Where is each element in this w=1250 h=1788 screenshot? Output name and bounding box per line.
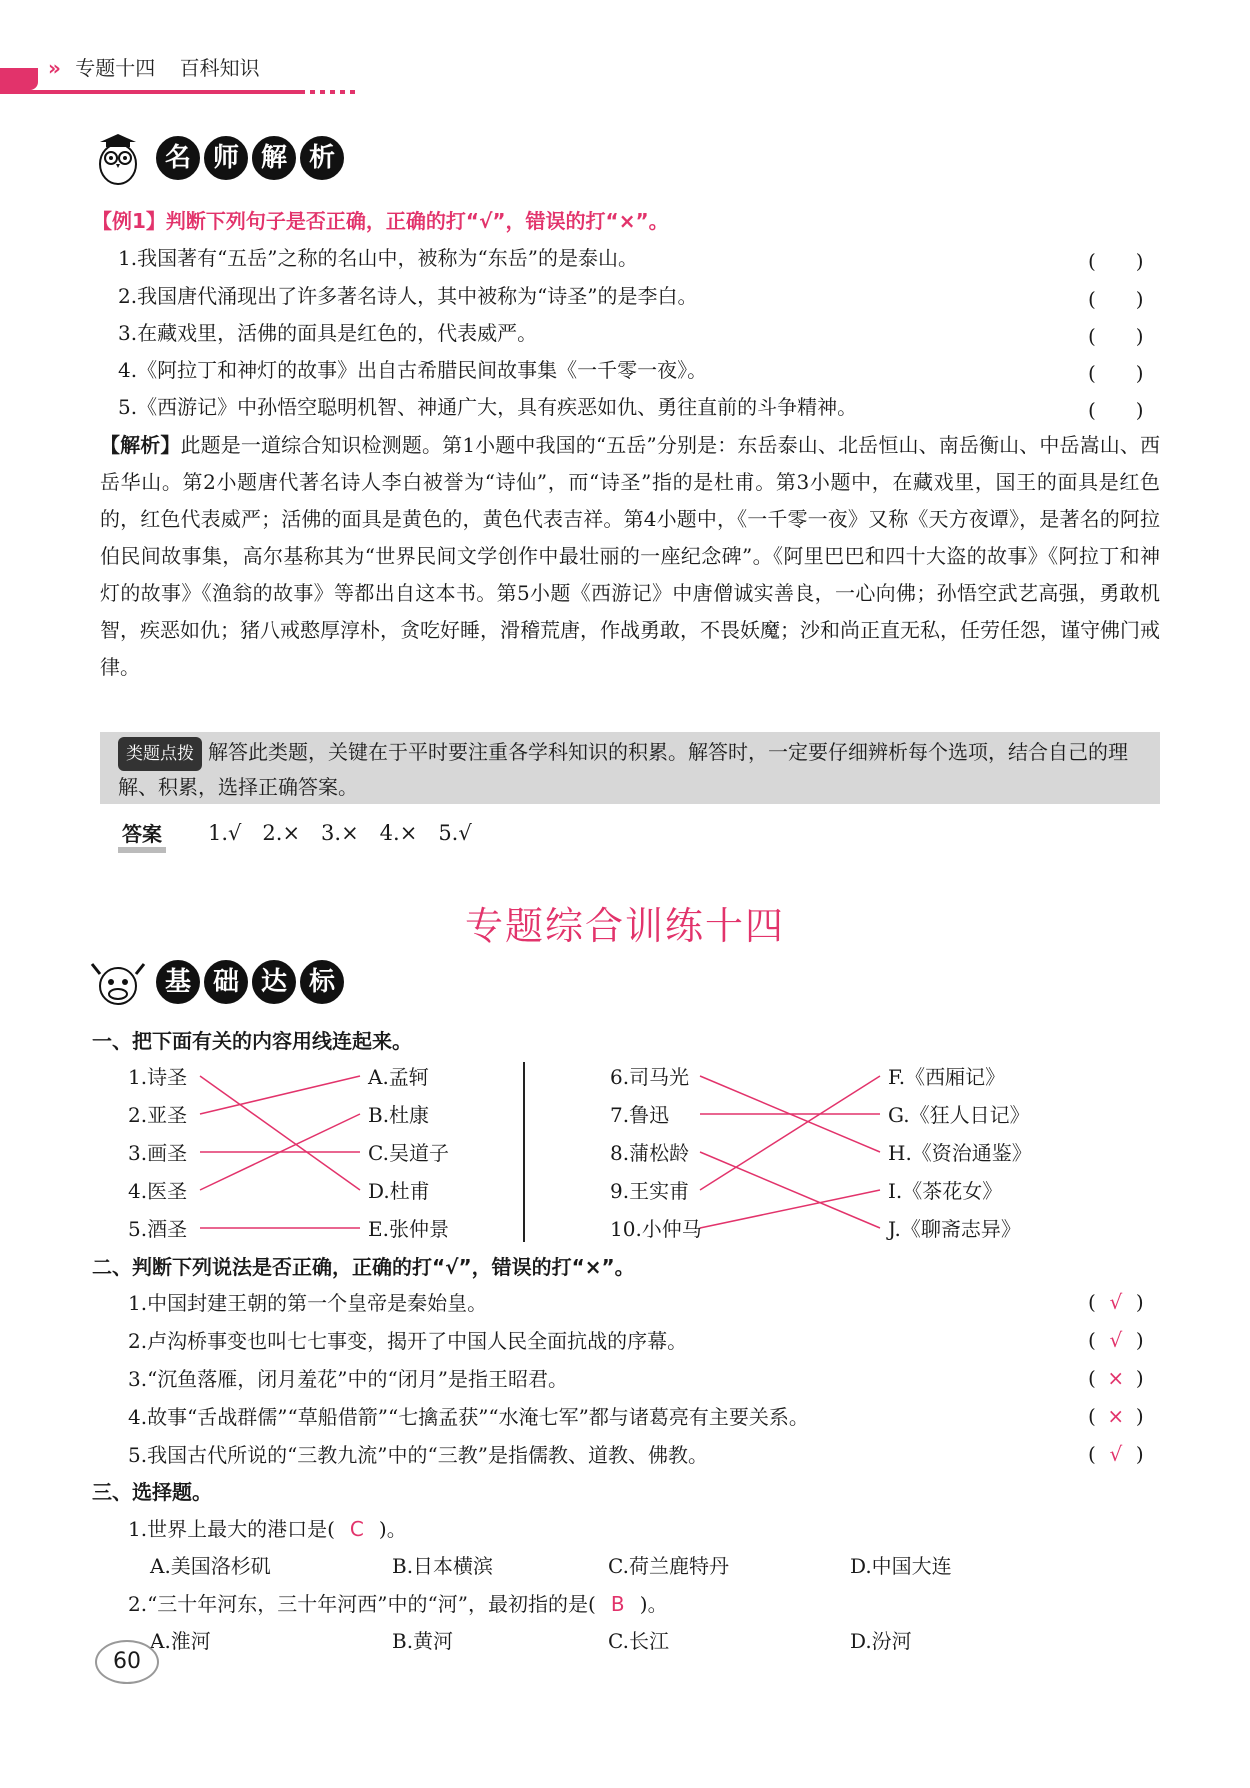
topic-label: 百科知识	[179, 56, 260, 80]
match-right-item: G.《狂人日记》	[888, 1103, 1030, 1127]
judge-paren: ( √ )	[1088, 1442, 1144, 1466]
judge-mark: √	[1109, 1290, 1123, 1314]
answer-paren: ( )	[1088, 361, 1144, 385]
match-right-item: C.吴道子	[368, 1141, 449, 1165]
match-left-item: 10.小仲马	[610, 1217, 702, 1241]
answer-paren: ( )	[1088, 249, 1144, 273]
match-right-item: H.《资治通鉴》	[888, 1141, 1032, 1165]
match-right-item: I.《茶花女》	[888, 1179, 1003, 1203]
judge-mark: ×	[1107, 1366, 1125, 1390]
q2-prompt: 二、判断下列说法是否正确，正确的打“√”，错误的打“×”。	[92, 1255, 635, 1279]
judge-item: 3.“沉鱼落雁，闭月羞花”中的“闭月”是指王昭君。	[128, 1367, 568, 1391]
badge-char: 基	[156, 960, 200, 1004]
match-right-item: A.孟轲	[368, 1065, 429, 1089]
q3-prompt: 三、选择题。	[92, 1480, 212, 1504]
judge-paren: ( × )	[1088, 1404, 1144, 1428]
judge-paren: ( √ )	[1088, 1290, 1144, 1314]
judge-item: 2.卢沟桥事变也叫七七事变，揭开了中国人民全面抗战的序幕。	[128, 1329, 688, 1353]
answer-paren: ( )	[1088, 287, 1144, 311]
answer-paren: ( )	[1088, 324, 1144, 348]
question-text-end: )。	[378, 1517, 407, 1541]
match-line	[700, 1190, 880, 1228]
judge-mark: √	[1109, 1328, 1123, 1352]
tip-text: 解答此类题，关键在于平时要注重各学科知识的积累。解答时，一定要仔细辨析每个选项，结合自己的理解、积累，选择正确答案。	[118, 740, 1128, 799]
match-right-item: D.杜甫	[368, 1179, 430, 1203]
example-item: 1.我国著有“五岳”之称的名山中，被称为“东岳”的是泰山。	[118, 246, 638, 270]
page-number: 60	[95, 1640, 159, 1684]
choice-option: D.中国大连	[850, 1554, 952, 1578]
match-right-item: J.《聊斋志异》	[888, 1217, 1021, 1241]
badge-char: 名	[156, 136, 200, 180]
judge-item: 4.故事“舌战群儒”“草船借箭”“七擒孟获”“水淹七军”都与诸葛亮有主要关系。	[128, 1405, 809, 1429]
analysis-text: 此题是一道综合知识检测题。第1小题中我国的“五岳”分别是：东岳泰山、北岳恒山、南岳衡山、中岳嵩山、西岳华山。第2小题唐代著名诗人李白被誉为“诗仙”，而“诗圣”指的是杜甫。第3小题中，在藏戏里，国王的面具是红色的，红色代表威严；活佛的面具是黄色的，黄色代表吉祥。第4小题中，《一千零一夜》又称《天方夜谭》，是著名的阿拉伯民间故事集，高尔基称其为“世界民间文学创作中最壮丽的一座纪念碑”。《阿里巴巴和四十大盗的故事》《阿拉丁和神灯的故事》《渔翁的故事》等都出自这本书。第5小题《西游记》中唐僧诚实善良，一心向佛；孙悟空武艺高强，勇敢机智，疾恶如仇；猪八戒憨厚淳朴，贪吃好睡，滑稽荒唐，作战勇敢，不畏妖魔；沙和尚正直无私，任劳任怨，谨守佛门戒律。	[100, 433, 1160, 679]
match-line	[200, 1076, 360, 1190]
judge-mark: ×	[1107, 1404, 1125, 1428]
match-left-item: 7.鲁迅	[610, 1103, 670, 1127]
exercise-title: 专题综合训练十四	[464, 904, 785, 948]
judge-paren: ( √ )	[1088, 1328, 1144, 1352]
question-text: 1.世界上最大的港口是(	[128, 1517, 335, 1541]
match-left-item: 4.医圣	[128, 1179, 188, 1203]
analysis-label: 【解析】	[100, 433, 181, 457]
chapter-label: 专题十四	[75, 56, 156, 80]
example-label: 【例1】	[92, 209, 166, 233]
example-prompt: 判断下列句子是否正确，正确的打“√”，错误的打“×”。	[165, 209, 669, 233]
choice-option: A.淮河	[150, 1629, 211, 1653]
example-item: 2.我国唐代涌现出了许多著名诗人，其中被称为“诗圣”的是李白。	[118, 284, 698, 308]
judge-paren: ( × )	[1088, 1366, 1144, 1390]
judge-mark: √	[1109, 1442, 1123, 1466]
match-right-item: E.张仲景	[368, 1217, 449, 1241]
choice-question	[128, 1516, 407, 1542]
badge-char: 标	[300, 960, 344, 1004]
badge-char: 师	[204, 136, 248, 180]
badge-char: 础	[204, 960, 248, 1004]
match-right-item: B.杜康	[368, 1103, 430, 1127]
judge-item: 5.我国古代所说的“三教九流”中的“三教”是指儒教、道教、佛教。	[128, 1443, 708, 1467]
match-right-item: F.《西厢记》	[888, 1065, 1006, 1089]
match-left-item: 3.画圣	[128, 1141, 188, 1165]
answer-label: 答案	[118, 818, 166, 853]
choice-option: D.汾河	[850, 1629, 912, 1653]
answer-values: 1.√ 2.× 3.× 4.× 5.√	[208, 821, 472, 845]
choice-option: A.美国洛杉矶	[150, 1554, 271, 1578]
choice-option: C.荷兰鹿特丹	[608, 1554, 729, 1578]
match-left-item: 1.诗圣	[128, 1065, 188, 1089]
example-item: 3.在藏戏里，活佛的面具是红色的，代表威严。	[118, 321, 538, 345]
match-line	[200, 1076, 360, 1114]
example-item: 4.《阿拉丁和神灯的故事》出自古希腊民间故事集《一千零一夜》。	[118, 358, 708, 382]
match-line	[700, 1152, 880, 1228]
badge-char: 析	[300, 136, 344, 180]
choice-answer: C	[349, 1517, 364, 1541]
example-item: 5.《西游记》中孙悟空聪明机智、神通广大，具有疾恶如仇、勇往直前的斗争精神。	[118, 395, 858, 419]
answer-paren: ( )	[1088, 398, 1144, 422]
match-left-item: 6.司马光	[610, 1065, 690, 1089]
question-text: 2.“三十年河东，三十年河西”中的“河”，最初指的是(	[128, 1592, 596, 1616]
match-left-item: 8.蒲松龄	[610, 1141, 690, 1165]
choice-answer: B	[610, 1592, 625, 1616]
match-left-item: 5.酒圣	[128, 1217, 188, 1241]
match-left-item: 9.王实甫	[610, 1179, 690, 1203]
badge-char: 解	[252, 136, 296, 180]
match-line	[700, 1076, 880, 1190]
q1-prompt: 一、把下面有关的内容用线连起来。	[92, 1029, 412, 1053]
chevron-right-icon: »	[48, 56, 61, 80]
choice-question	[128, 1591, 668, 1617]
tip-label: 类题点拨	[118, 737, 202, 771]
choice-option: C.长江	[608, 1629, 669, 1653]
choice-option: B.黄河	[392, 1629, 454, 1653]
match-left-item: 2.亚圣	[128, 1103, 188, 1127]
question-text-end: )。	[639, 1592, 668, 1616]
choice-option: B.日本横滨	[392, 1554, 494, 1578]
badge-char: 达	[252, 960, 296, 1004]
judge-item: 1.中国封建王朝的第一个皇帝是秦始皇。	[128, 1291, 488, 1315]
